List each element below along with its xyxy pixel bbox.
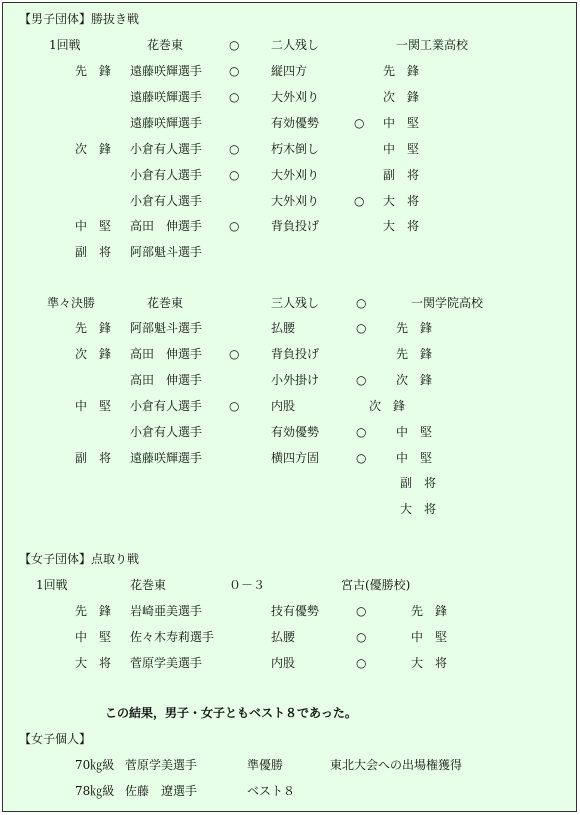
r1-m2-opp-mark: ○: [354, 116, 365, 130]
qf-m0-player: 阿部魁斗選手: [130, 321, 203, 335]
r1-m3-player: 小倉有人選手: [130, 142, 203, 156]
indiv-1-result: ベスト８: [247, 784, 296, 798]
qf-m5-player: 遠藤咲輝選手: [130, 451, 203, 465]
girls-m1-opp-position: 中 堅: [411, 630, 448, 644]
qf-m0-opp-mark: ○: [356, 321, 367, 335]
r1-m6-mark: ○: [229, 219, 240, 233]
boys-team-header: 【男子団体】勝抜き戦: [19, 12, 140, 26]
r1-m5-opp-mark: ○: [354, 194, 365, 208]
qf-m4-technique: 有効優勢: [271, 425, 320, 439]
qf-m3-opp-position: 次 鋒: [369, 399, 406, 413]
r1-m5-player: 小倉有人選手: [130, 194, 203, 208]
girls-score: ０－３: [229, 578, 266, 592]
indiv-1-player: 佐藤 遼選手: [125, 784, 198, 798]
qf-m1-technique: 背負投げ: [271, 347, 320, 361]
qf-opponent: 一関学院高校: [411, 296, 484, 310]
girls-m1-opp-mark: ○: [356, 630, 367, 644]
r1-m1-opp-position: 次 鋒: [383, 90, 420, 104]
indiv-0-player: 菅原学美選手: [125, 758, 198, 772]
girls-team-header: 【女子団体】点取り戦: [19, 552, 140, 566]
qf-team-name: 花巻東: [147, 296, 184, 310]
girls-m2-technique: 内股: [271, 656, 296, 670]
r1-m4-player: 小倉有人選手: [130, 168, 203, 182]
qf-m1-position: 次 鋒: [75, 347, 112, 361]
r1-m0-opp-position: 先 鋒: [383, 64, 420, 78]
girls-opponent: 宮古(優勝校): [341, 578, 411, 592]
qf-m5-position: 副 将: [75, 451, 112, 465]
r1-m6-technique: 背負投げ: [271, 219, 320, 233]
girls-m1-player: 佐々木寿莉選手: [130, 630, 215, 644]
r1-m1-technique: 大外刈り: [271, 90, 320, 104]
girls-m2-position: 大 将: [75, 656, 112, 670]
r1-m7-player: 阿部魁斗選手: [130, 245, 203, 259]
qf-m3-player: 小倉有人選手: [130, 399, 203, 413]
indiv-0-result: 準優勝: [247, 758, 284, 772]
r1-m4-technique: 大外刈り: [271, 168, 320, 182]
qf-m1-opp-position: 先 鋒: [396, 347, 433, 361]
girls-m0-opp-position: 先 鋒: [411, 604, 448, 618]
r1-team-name: 花巻東: [147, 38, 184, 52]
r1-m1-mark: ○: [229, 90, 240, 104]
summary-text: この結果，男子・女子ともベスト８であった。: [105, 706, 357, 720]
r1-m0-player: 遠藤咲輝選手: [130, 64, 203, 78]
girls-m2-opp-mark: ○: [356, 656, 367, 670]
qf-m4-opp-position: 中 堅: [396, 425, 433, 439]
r1-m0-position: 先 鋒: [75, 64, 112, 78]
r1-m4-opp-position: 副 将: [383, 168, 420, 182]
r1-m3-position: 次 鋒: [75, 142, 112, 156]
indiv-1-weight: 78㎏級: [75, 784, 115, 798]
qf-m4-opp-mark: ○: [356, 425, 367, 439]
qf-m0-position: 先 鋒: [75, 321, 112, 335]
r1-m0-technique: 縦四方: [271, 64, 308, 78]
qf-win-mark: ○: [356, 296, 367, 310]
r1-result: 二人残し: [271, 38, 320, 52]
indiv-0-note: 東北大会への出場権獲得: [330, 758, 463, 772]
r1-m2-player: 遠藤咲輝選手: [130, 116, 203, 130]
qf-m5-technique: 横四方固: [271, 451, 320, 465]
qf-remaining-2: 大 将: [400, 502, 437, 516]
r1-m3-mark: ○: [229, 142, 240, 156]
r1-m6-position: 中 堅: [75, 219, 112, 233]
r1-m2-opp-position: 中 堅: [383, 116, 420, 130]
qf-m4-player: 小倉有人選手: [130, 425, 203, 439]
qf-m0-technique: 払腰: [271, 321, 296, 335]
girls-m2-opp-position: 大 将: [411, 656, 448, 670]
qf-m2-opp-mark: ○: [356, 373, 367, 387]
r1-m2-technique: 有効優勢: [271, 116, 320, 130]
girls-m0-technique: 技有優勢: [271, 604, 320, 618]
girls-round-label: 1回戦: [36, 578, 68, 592]
qf-m5-opp-mark: ○: [356, 451, 367, 465]
r1-m6-player: 高田 伸選手: [130, 219, 203, 233]
girls-m0-position: 先 鋒: [75, 604, 112, 618]
girls-m0-opp-mark: ○: [356, 604, 367, 618]
qf-m2-technique: 小外掛け: [271, 373, 320, 387]
girls-m0-player: 岩崎亜美選手: [130, 604, 203, 618]
r1-win-mark: ○: [229, 38, 240, 52]
qf-m2-player: 高田 伸選手: [130, 373, 203, 387]
girls-m1-position: 中 堅: [75, 630, 112, 644]
qf-remaining-1: 副 将: [400, 476, 437, 490]
r1-opponent: 一関工業高校: [396, 38, 469, 52]
qf-m3-mark: ○: [229, 399, 240, 413]
r1-m7-position: 副 将: [75, 245, 112, 259]
r1-m3-technique: 朽木倒し: [271, 142, 320, 156]
r1-m4-mark: ○: [229, 168, 240, 182]
qf-m1-player: 高田 伸選手: [130, 347, 203, 361]
r1-m6-opp-position: 大 将: [383, 219, 420, 233]
r1-m5-technique: 大外刈り: [271, 194, 320, 208]
qf-m2-opp-position: 次 鋒: [396, 373, 433, 387]
results-document: [2, 2, 577, 812]
qf-result: 三人残し: [271, 296, 320, 310]
girls-team-name: 花巻東: [130, 578, 167, 592]
r1-m0-mark: ○: [229, 64, 240, 78]
qf-m5-opp-position: 中 堅: [396, 451, 433, 465]
r1-m1-player: 遠藤咲輝選手: [130, 90, 203, 104]
girls-m1-technique: 払腰: [271, 630, 296, 644]
qf-round-label: 準々決勝: [47, 296, 96, 310]
girls-individual-header: 【女子個人】: [19, 732, 92, 746]
girls-m2-player: 菅原学美選手: [130, 656, 203, 670]
r1-round-label: 1回戦: [49, 38, 81, 52]
qf-m0-opp-position: 先 鋒: [396, 321, 433, 335]
qf-m3-technique: 内股: [271, 399, 296, 413]
r1-m5-opp-position: 大 将: [383, 194, 420, 208]
indiv-0-weight: 70㎏級: [75, 758, 115, 772]
qf-m1-mark: ○: [229, 347, 240, 361]
qf-m3-position: 中 堅: [75, 399, 112, 413]
r1-m3-opp-position: 中 堅: [383, 142, 420, 156]
